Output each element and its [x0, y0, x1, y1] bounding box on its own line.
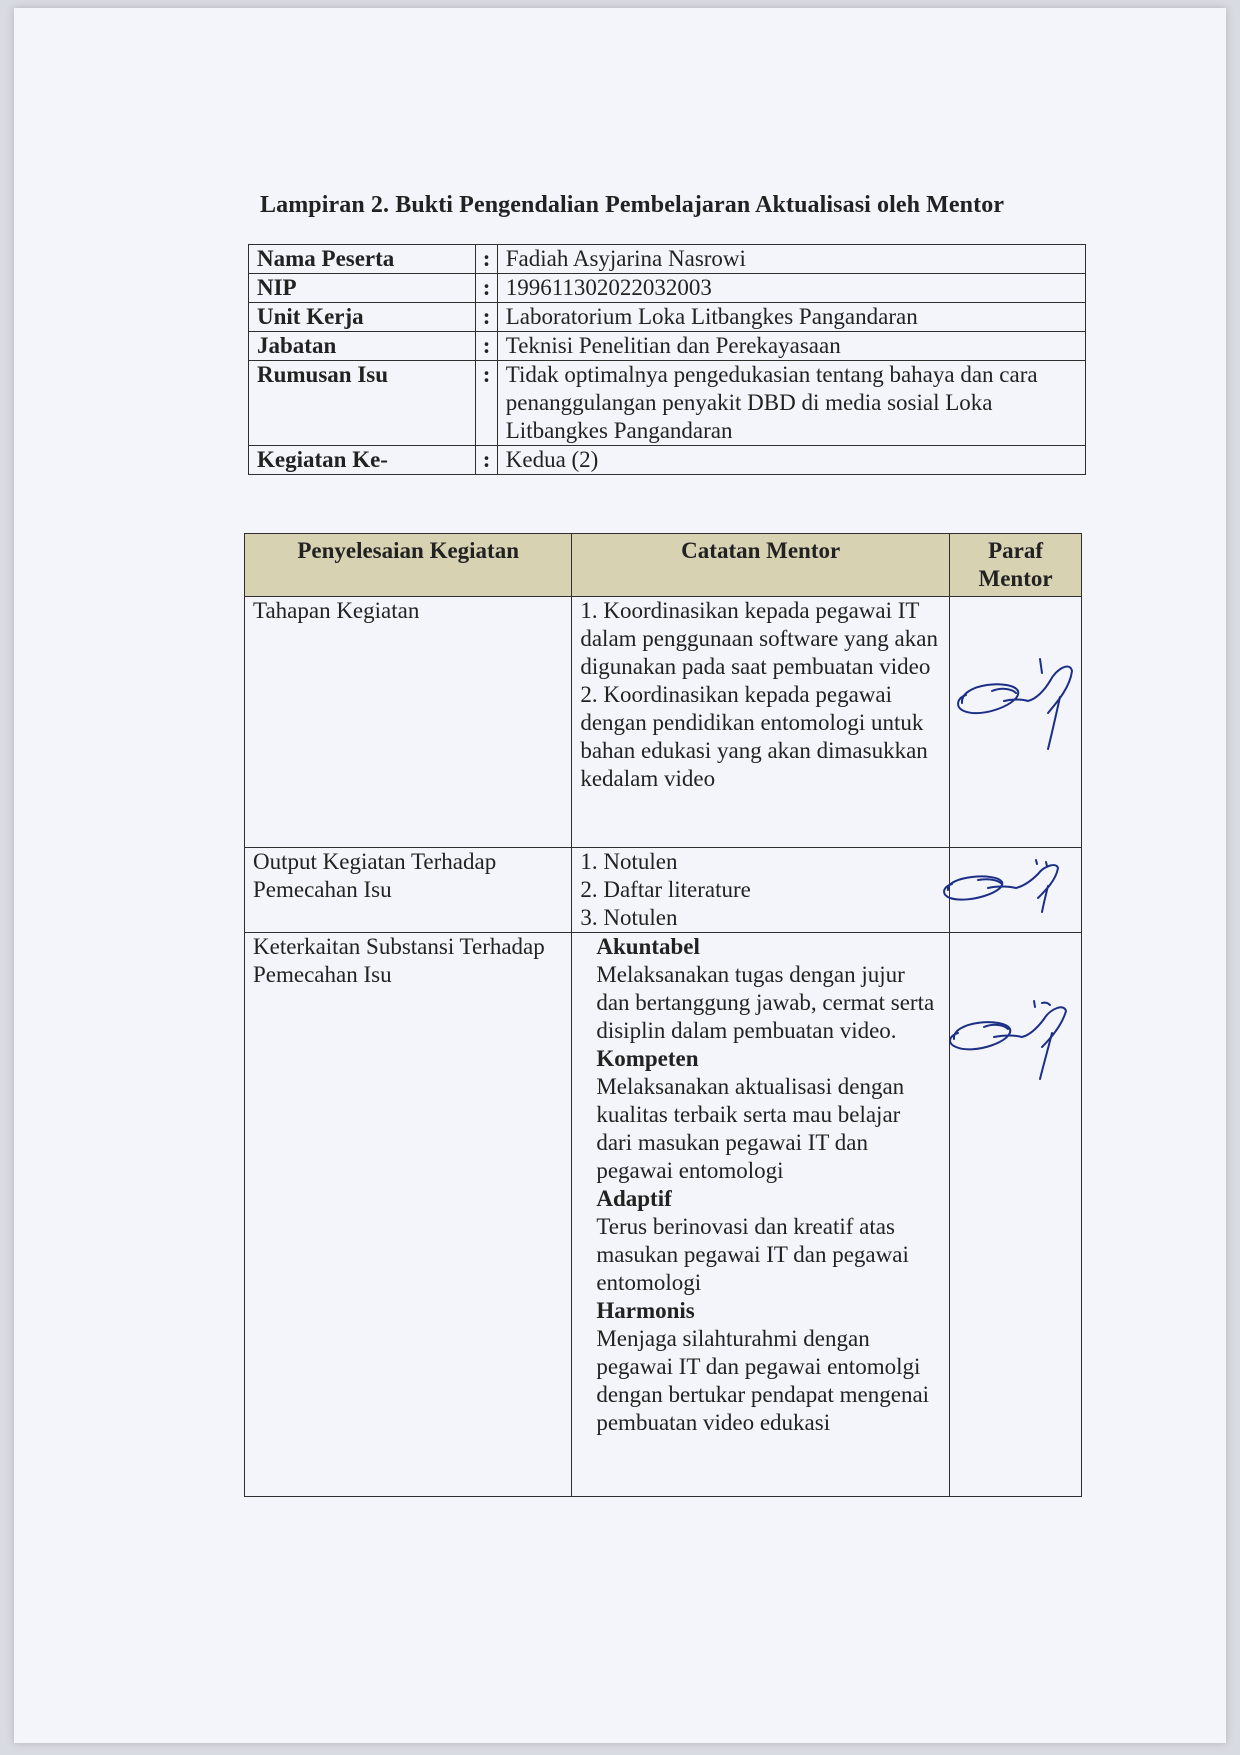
table-row [245, 848, 1082, 933]
mentor-paraf-cell [950, 933, 1082, 1497]
value-heading: Adaptif [596, 1186, 672, 1211]
info-value: Kedua (2) [497, 446, 1085, 475]
info-label: Kegiatan Ke- [249, 446, 476, 475]
mentor-paraf-cell [950, 848, 1082, 933]
mentor-notes [572, 597, 950, 848]
row-label: Keterkaitan Substansi Terhadap Pemecahan Isu [245, 933, 572, 1497]
document-page [14, 8, 1226, 1743]
info-value: 199611302022032003 [497, 274, 1085, 303]
info-colon: : [476, 274, 497, 303]
info-label: Unit Kerja [249, 303, 476, 332]
value-description: Menjaga silahturahmi dengan pegawai IT dan pegawai entomolgi dengan bertukar pendapat mengenai pembuatan video edukasi [596, 1326, 930, 1435]
value-heading: Kompeten [596, 1046, 699, 1071]
info-label: Rumusan Isu [249, 361, 476, 446]
info-row [249, 332, 1086, 361]
info-row [249, 245, 1086, 274]
table-header-row [245, 534, 1082, 597]
mentor-paraf-cell [950, 597, 1082, 848]
info-colon: : [476, 361, 497, 446]
column-header: Penyelesaian Kegiatan [245, 534, 572, 597]
note-item: 3. Notulen [580, 905, 678, 930]
mentor-notes [572, 848, 950, 933]
info-label: Jabatan [249, 332, 476, 361]
info-value: Fadiah Asyjarina Nasrowi [497, 245, 1085, 274]
table-row [245, 933, 1082, 1497]
info-colon: : [476, 303, 497, 332]
table-row [245, 597, 1082, 848]
value-heading: Harmonis [596, 1298, 695, 1323]
row-label: Output Kegiatan Terhadap Pemecahan Isu [245, 848, 572, 933]
activity-table [244, 533, 1082, 1497]
info-value: Tidak optimalnya pengedukasian tentang bahaya dan cara penanggulangan penyakit DBD di media sosial Loka Litbangkes Pangandaran [497, 361, 1085, 446]
info-colon: : [476, 446, 497, 475]
info-colon: : [476, 332, 497, 361]
value-description: Terus berinovasi dan kreatif atas masukan pegawai IT dan pegawai entomologi [596, 1214, 909, 1295]
info-colon: : [476, 245, 497, 274]
document-title: Lampiran 2. Bukti Pengendalian Pembelajaran Aktualisasi oleh Mentor [260, 192, 1005, 218]
value-heading: Akuntabel [596, 934, 700, 959]
info-row [249, 274, 1086, 303]
info-value: Teknisi Penelitian dan Perekayasaan [497, 332, 1085, 361]
signature-mark [938, 856, 1078, 918]
value-description: Melaksanakan tugas dengan jujur dan bertanggung jawab, cermat serta disiplin dalam pembuatan video. [596, 962, 935, 1043]
column-header: Catatan Mentor [572, 534, 950, 597]
note-item: 1. Notulen [580, 849, 678, 874]
note-item: 1. Koordinasikan kepada pegawai IT dalam penggunaan software yang akan digunakan pada saat pembuatan video [580, 598, 938, 679]
column-header: Paraf Mentor [950, 534, 1082, 597]
mentor-notes [572, 933, 950, 1497]
info-row [249, 303, 1086, 332]
info-label: Nama Peserta [249, 245, 476, 274]
note-item: 2. Daftar literature [580, 877, 751, 902]
signature-mark [952, 651, 1092, 751]
value-description: Melaksanakan aktualisasi dengan kualitas terbaik serta mau belajar dari masukan pegawai IT dan pegawai entomologi [596, 1074, 905, 1183]
info-label: NIP [249, 274, 476, 303]
signature-mark [944, 993, 1084, 1083]
note-item: 2. Koordinasikan kepada pegawai dengan pendidikan entomologi untuk bahan edukasi yang akan dimasukkan kedalam video [580, 682, 928, 791]
info-row [249, 446, 1086, 475]
info-row [249, 361, 1086, 446]
row-label: Tahapan Kegiatan [245, 597, 572, 848]
info-value: Laboratorium Loka Litbangkes Pangandaran [497, 303, 1085, 332]
participant-info-table [248, 244, 1086, 475]
